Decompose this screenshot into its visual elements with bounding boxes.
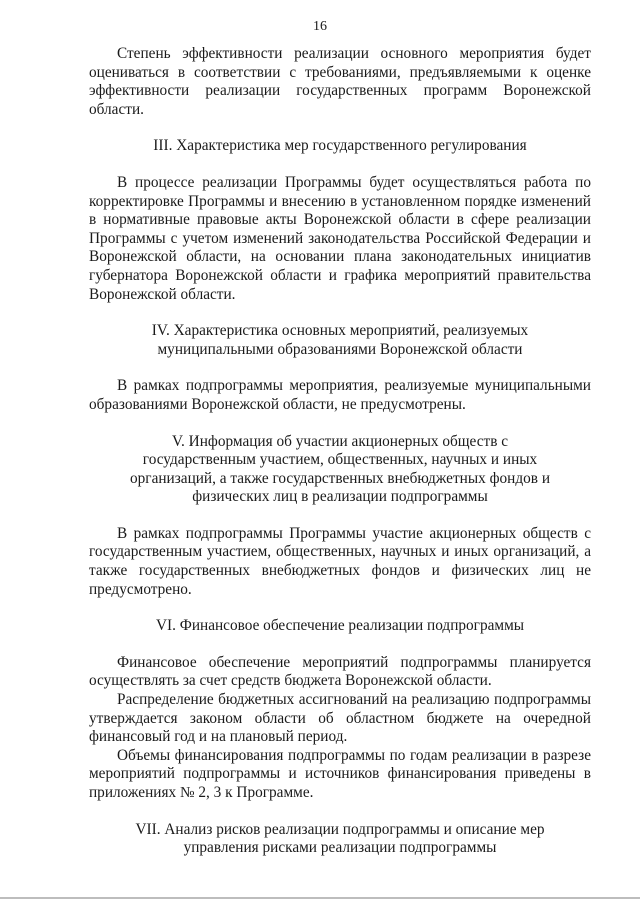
paragraph-funding-volumes: Объемы финансирования подпрограммы по годам реализации в разрезе мероприятий подпрограммы и источников финансирования приведены в приложениях № 2, 3 к Программе.	[89, 746, 591, 801]
heading-line: физических лиц в реализации подпрограммы	[192, 488, 488, 506]
section-heading-5	[89, 433, 591, 507]
section-heading-6	[89, 617, 591, 636]
document-body	[89, 45, 591, 858]
paragraph-budget-allocation: Распределение бюджетных ассигнований на реализацию подпрограммы утверждается законом области об областном бюджете на очередной финансовый год и на плановый период.	[89, 691, 591, 746]
page-bottom-edge	[0, 897, 640, 899]
heading-line: VI. Финансовое обеспечение реализации подпрограммы	[155, 617, 525, 635]
section-heading-3	[89, 137, 591, 156]
heading-line: VII. Анализ рисков реализации подпрограммы и описание мер	[135, 820, 545, 838]
paragraph-efficiency: Степень эффективности реализации основного мероприятия будет оцениваться в соответствии с требованиями, предъявляемыми к оценке эффективности реализации государственных программ Воронежской области.	[89, 45, 591, 118]
section-heading-7	[89, 821, 591, 858]
paragraph-municipal: В рамках подпрограммы мероприятия, реализуемые муниципальными образованиями Воронежской области, не предусмотрены.	[89, 377, 591, 413]
heading-line: организаций, а также государственных внебюджетных фондов и	[130, 469, 550, 487]
paragraph-financing: Финансовое обеспечение мероприятий подпрограммы планируется осуществлять за счет средств бюджета Воронежской области.	[89, 653, 591, 690]
heading-line: III. Характеристика мер государственного регулирования	[153, 137, 527, 155]
paragraph-participation: В рамках подпрограммы Программы участие акционерных обществ с государственным участием, общественных, научных и иных организаций, а также государственных внебюджетных фондов и физических лиц не предусмотрено.	[89, 524, 591, 598]
heading-line: V. Информация об участии акционерных обществ с	[171, 432, 509, 450]
paragraph-regulation: В процессе реализации Программы будет осуществляться работа по корректировке Программы и внесению в установленном порядке изменений в нормативные правовые акты Воронежской области в сфере реализации Программы с учетом изменений законодательства Российской Федерации и Воронежской области, на основании плана законодательных инициатив губернатора Воронежской области и графика мероприятий правительства Воронежской области.	[89, 173, 591, 303]
heading-line: муниципальными образованиями Воронежской области	[157, 340, 523, 358]
heading-line: управления рисками реализации подпрограммы	[183, 839, 497, 857]
heading-line: государственным участием, общественных, научных и иных	[142, 451, 538, 469]
section-heading-4	[89, 322, 591, 359]
heading-line: IV. Характеристика основных мероприятий, реализуемых	[151, 322, 529, 340]
page-number: 16	[313, 19, 327, 34]
